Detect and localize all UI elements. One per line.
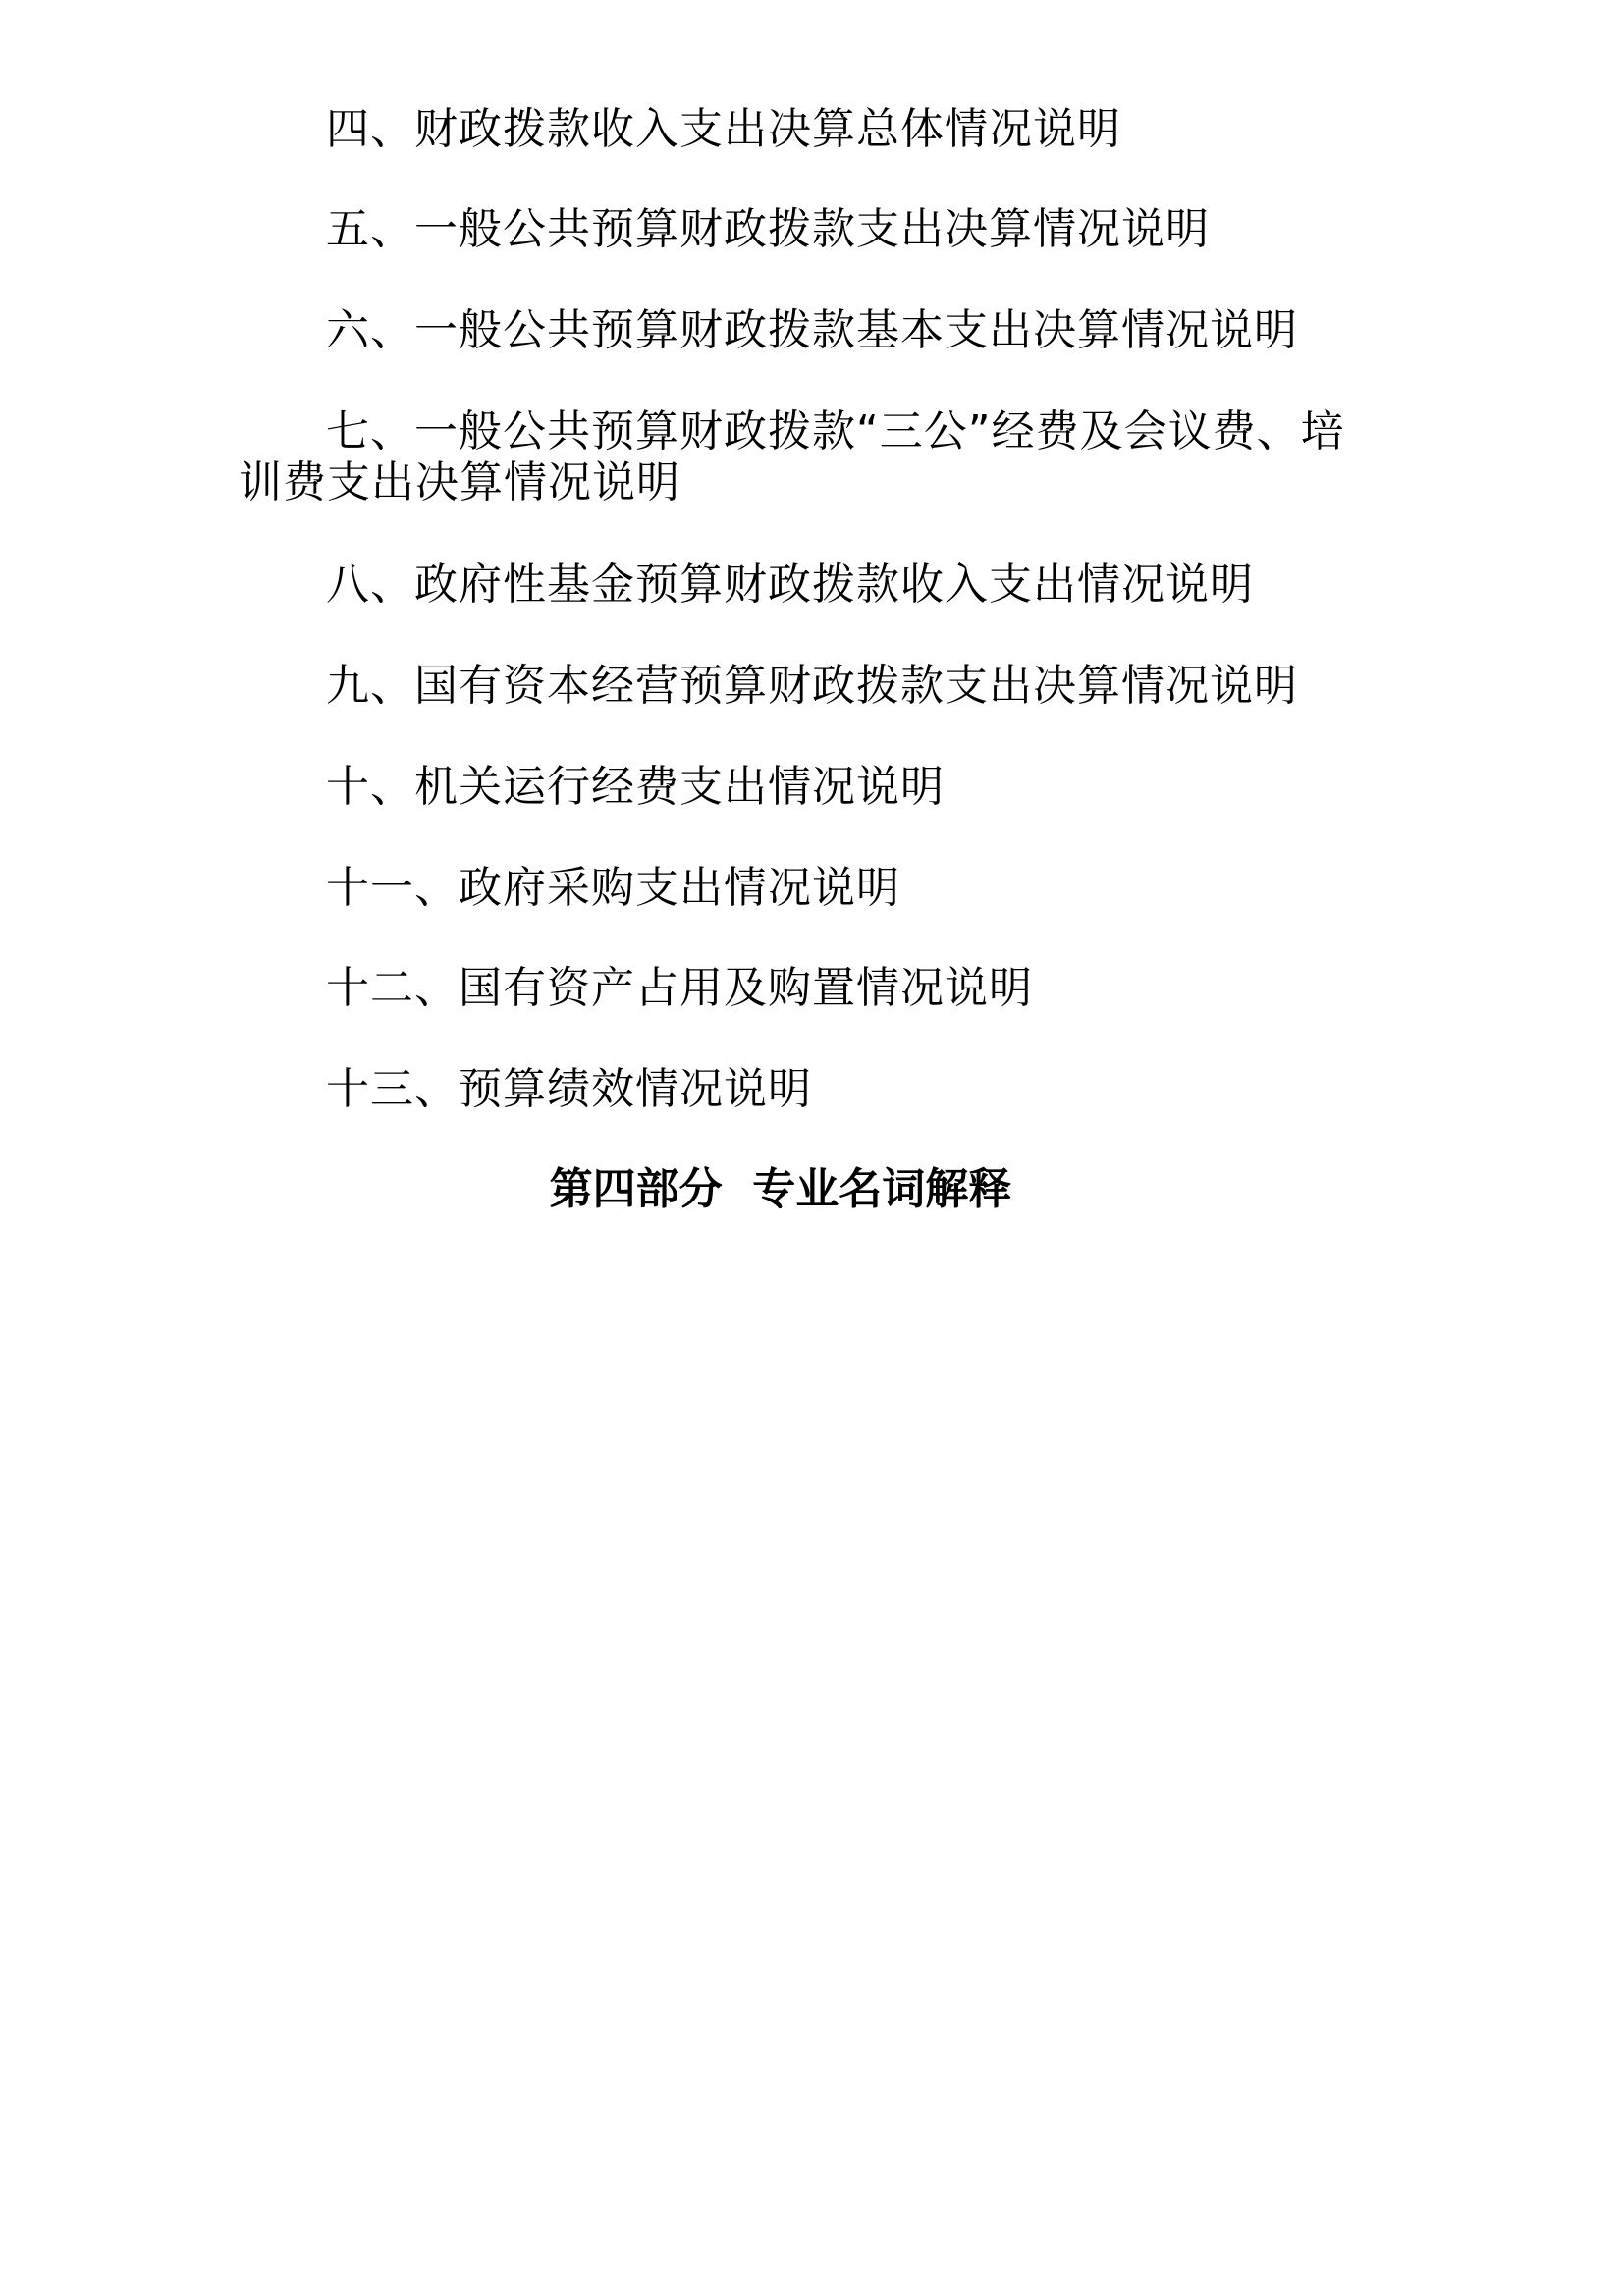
toc-item-9: 九、国有资本经营预算财政拨款支出决算情况说明 <box>326 661 1298 711</box>
toc-item-12: 十二、国有资产占用及购置情况说明 <box>326 963 1033 1013</box>
toc-item-10: 十、机关运行经费支出情况说明 <box>326 762 945 812</box>
toc-item-6: 六、一般公共预算财政拨款基本支出决算情况说明 <box>326 305 1298 355</box>
toc-item-8: 八、政府性基金预算财政拨款收入支出情况说明 <box>326 560 1254 610</box>
toc-item-11: 十一、政府采购支出情况说明 <box>326 863 900 913</box>
toc-item-4: 四、财政拨款收入支出决算总体情况说明 <box>326 104 1121 154</box>
toc-item-13: 十三、预算绩效情况说明 <box>326 1064 812 1114</box>
toc-item-7: 七、一般公共预算财政拨款“三公”经费及会议费、培训费支出决算情况说明 <box>239 406 1345 507</box>
section-heading: 第四部分 专业名词解释 <box>549 1164 1012 1214</box>
toc-item-5: 五、一般公共预算财政拨款支出决算情况说明 <box>326 204 1210 254</box>
